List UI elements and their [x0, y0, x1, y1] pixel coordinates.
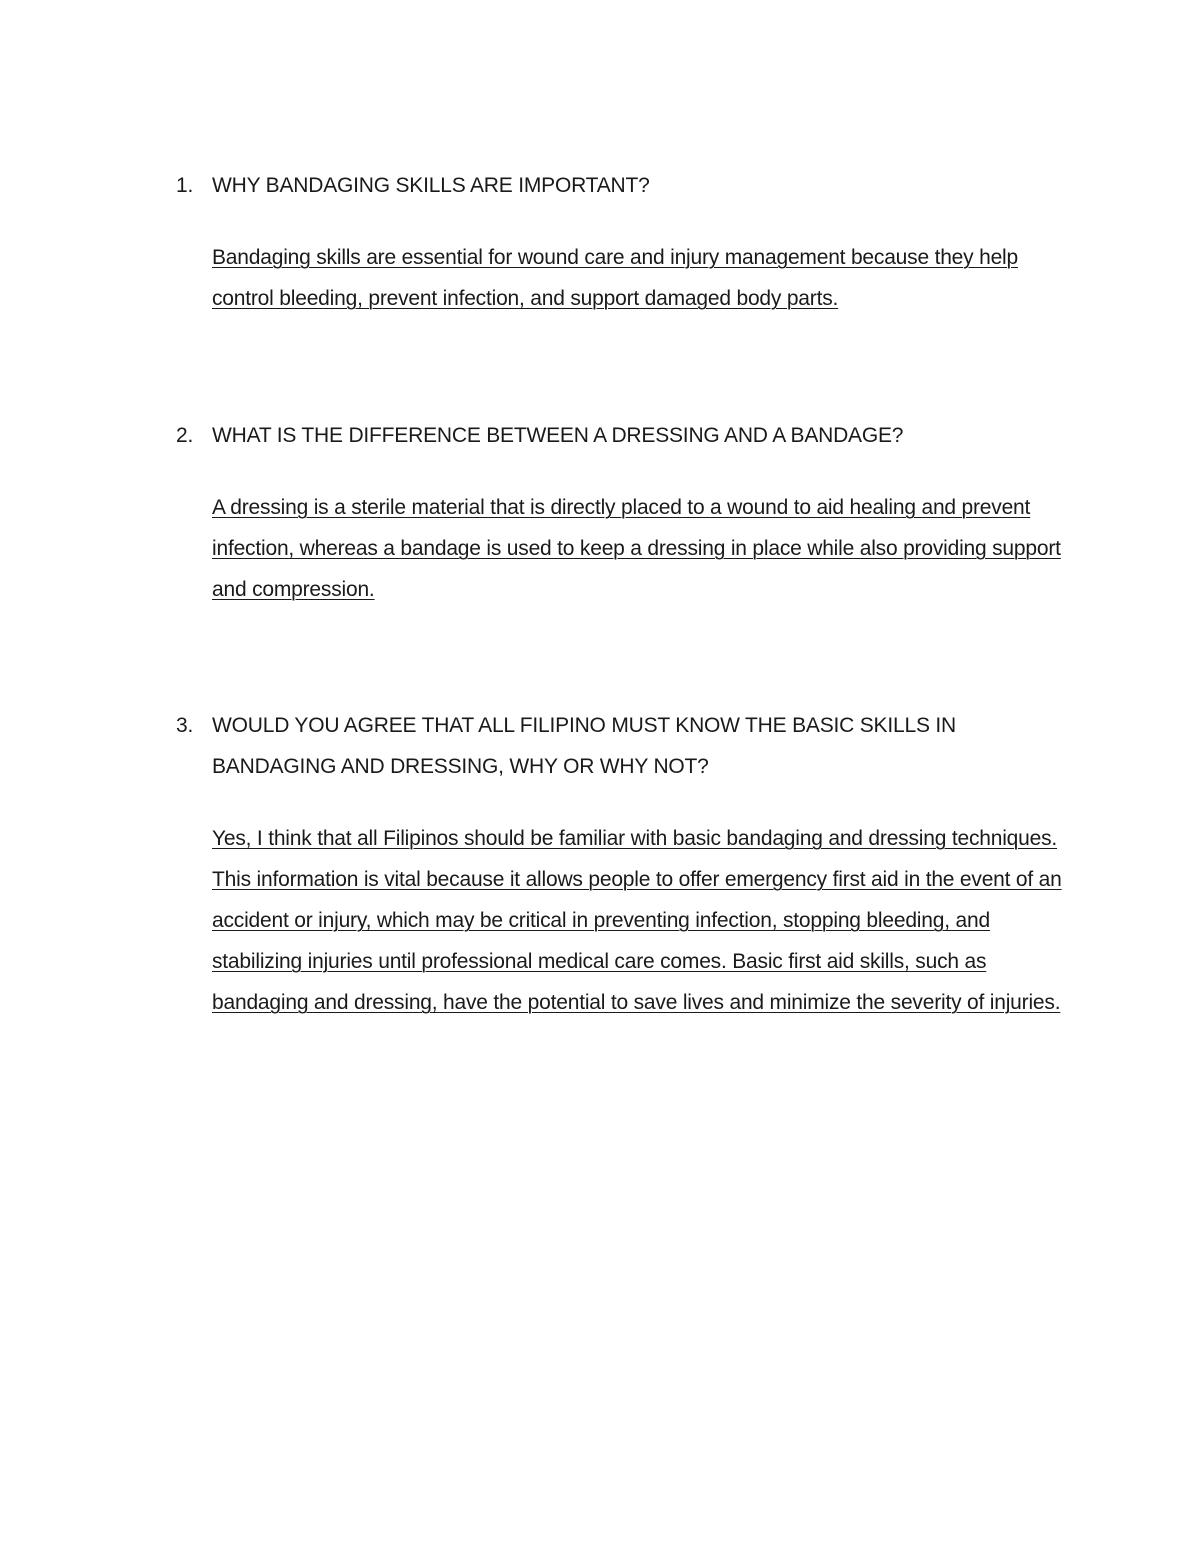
- question-item-3: [176, 705, 1076, 1023]
- answer-text-1: Bandaging skills are essential for wound care and injury management because they help control bleeding, prevent infection, and support damaged body parts.: [212, 246, 1018, 310]
- question-heading-1: [176, 165, 1076, 206]
- answer-text-3: Yes, I think that all Filipinos should be familiar with basic bandaging and dressing techniques. This information is vital because it allows people to offer emergency first aid in the event of an accident or injury, which may be critical in preventing infection, stopping bleeding, and stabilizing injuries until professional medical care comes. Basic first aid skills, such as bandaging and dressing, have the potential to save lives and minimize the severity of injuries.: [212, 827, 1062, 1014]
- question-number-2: 2.: [176, 424, 194, 447]
- question-heading-2: [176, 415, 1076, 456]
- question-heading-3: [176, 705, 1076, 787]
- question-text-1: WHY BANDAGING SKILLS ARE IMPORTANT?: [212, 174, 650, 197]
- question-text-3: WOULD YOU AGREE THAT ALL FILIPINO MUST KNOW THE BASIC SKILLS IN BANDAGING AND DRESSING, WHY OR WHY NOT?: [212, 714, 956, 778]
- question-item-1: [176, 165, 1076, 319]
- question-number-1: 1.: [176, 174, 194, 197]
- question-number-3: 3.: [176, 714, 194, 737]
- answer-text-2: A dressing is a sterile material that is directly placed to a wound to aid healing and prevent infection, whereas a bandage is used to keep a dressing in place while also providing support and compression.: [212, 496, 1061, 601]
- question-text-2: WHAT IS THE DIFFERENCE BETWEEN A DRESSING AND A BANDAGE?: [212, 424, 904, 447]
- question-item-2: [176, 415, 1076, 610]
